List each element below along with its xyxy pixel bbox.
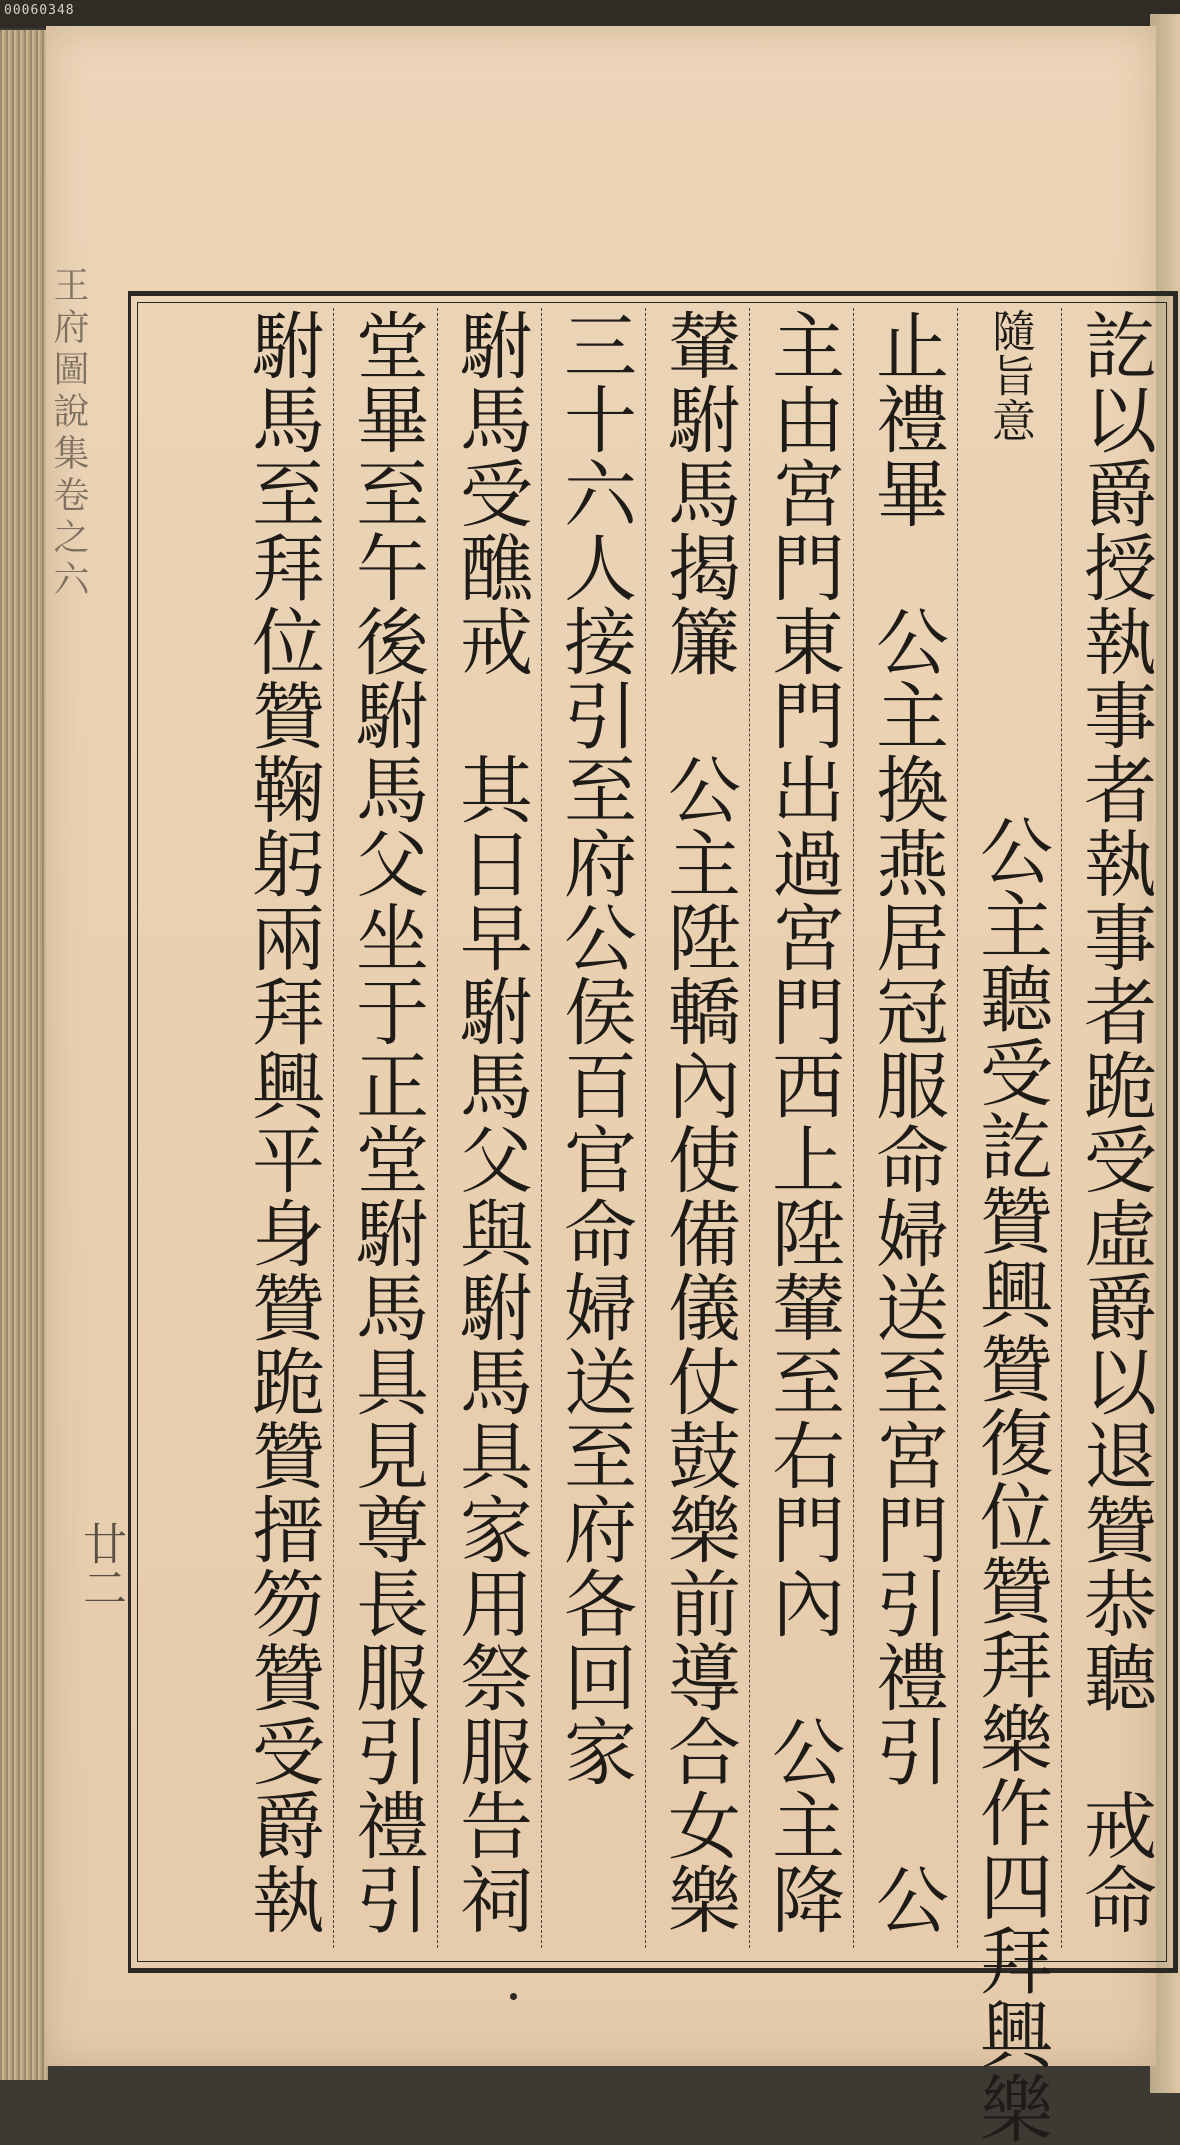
- folio-number: 廿二: [75, 1521, 126, 1609]
- text-column-4: 主由宮門東門出過宮門西上陞輦至右門內 公主降: [749, 308, 854, 1948]
- text-column-6: 三十六人接引至府公侯百官命婦送至府各回家: [541, 308, 646, 1948]
- text-column-5: 輦駙馬揭簾 公主陞轎內使備儀仗鼓樂前導合女樂: [645, 308, 750, 1948]
- book-page-edges: [0, 30, 48, 2080]
- text-column-8: 堂畢至午後駙馬父坐于正堂駙馬具見尊長服引禮引: [333, 308, 438, 1948]
- text-column-1: 訖以爵授執事者執事者跪受虛爵以退贊恭聽 戒命: [1071, 308, 1156, 1936]
- note-continuation: [957, 1296, 967, 1306]
- scan-id: 00060348: [4, 3, 75, 18]
- scan-header: [0, 0, 1180, 28]
- text-column-9: 駙馬至拜位贊鞠躬兩拜興平身贊跪贊搢笏贊受爵執: [229, 308, 334, 1948]
- ink-dot: [510, 1993, 517, 2000]
- text-column-3: 止禮畢 公主換燕居冠服命婦送至宮門引禮引 公: [853, 308, 958, 1948]
- text-frame: [128, 291, 1178, 2145]
- text-column-7: 駙馬受醮戒 其日早駙馬父與駙馬具家用祭服告祠: [437, 308, 542, 1948]
- small-note: 隨旨意: [984, 308, 1035, 443]
- margin-title: 王府圖說集卷之六: [48, 266, 89, 602]
- book-page: [46, 26, 1156, 2145]
- text-column-2: 隨旨意 公主聽受訖贊興贊復位贊拜樂作四拜興樂: [957, 308, 1062, 1948]
